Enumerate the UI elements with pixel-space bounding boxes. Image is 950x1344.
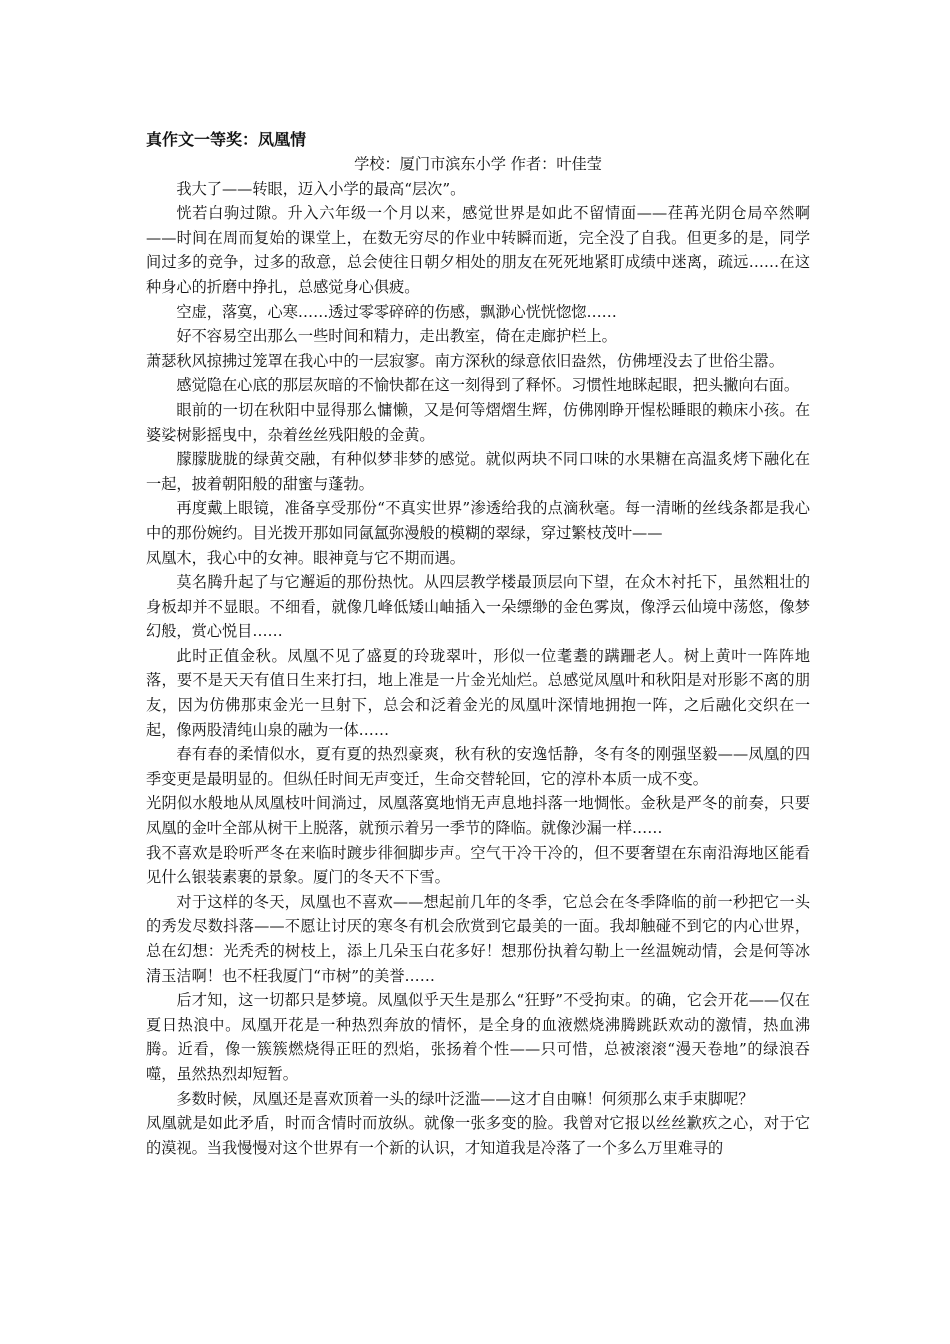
paragraph: 光阴似水般地从凤凰枝叶间淌过，凤凰落寞地悄无声息地抖落一地惆怅。金秋是严冬的前奏，只要凤凰的金叶全部从树干上脱落，就预示着另一季节的降临。就像沙漏一样…… (146, 794, 810, 838)
paragraph: 凤凰就是如此矛盾，时而含情时而放纵。就像一张多变的脸。我曾对它报以丝丝歉疚之心，对于它的漠视。当我慢慢对这个世界有一个新的认识，才知道我是冷落了一个多么万里难寻的 (146, 1114, 810, 1157)
essay-body (146, 128, 810, 1160)
paragraph: 春有春的柔情似水，夏有夏的热烈豪爽，秋有秋的安逸恬静，冬有冬的刚强坚毅——凤凰的四季变更是最明显的。但纵任时间无声变迁，生命交替轮回，它的淳朴本质一成不变。 (146, 745, 810, 788)
paragraph-list (146, 177, 810, 1161)
paragraph: 恍若白驹过隙。升入六年级一个月以来，感觉世界是如此不留情面——荏苒光阴仓局卒然啊——时间在周而复始的课堂上，在数无穷尽的作业中转瞬而逝，完全没了自我。但更多的是，同学间过多的竞争，过多的敌意，总会使往日朝夕相处的朋友在死死地紧盯成绩中迷离，疏远……在这种身心的折磨中挣扎，总感觉身心俱疲。 (146, 204, 810, 296)
essay-byline: 学校：厦门市滨东小学 作者：叶佳莹 (354, 155, 602, 173)
paragraph: 此时正值金秋。凤凰不见了盛夏的玲珑翠叶，形似一位耄耋的蹒跚老人。树上黄叶一阵阵地落，要不是天天有值日生来打扫，地上准是一片金光灿烂。总感觉凤凰叶和秋阳是对形影不离的朋友，因为仿佛那束金光一旦射下，总会和泛着金光的凤凰叶深情地拥抱一阵，之后融化交织在一起，像两股清纯山泉的融为一体…… (146, 646, 810, 739)
paragraph: 眼前的一切在秋阳中显得那么慵懒，又是何等熠熠生辉，仿佛刚睁开惺松睡眼的赖床小孩。在婆娑树影摇曳中，杂着丝丝残阳般的金黄。 (146, 400, 810, 444)
paragraph: 对于这样的冬天，凤凰也不喜欢——想起前几年的冬季，它总会在冬季降临的前一秒把它一头的秀发尽数抖落——不愿让讨厌的寒冬有机会欣赏到它最美的一面。我却触碰不到它的内心世界，总在幻想：光秃秃的树枝上，添上几朵玉白花多好！想那份执着勾勒上一丝温婉动情，会是何等冰清玉洁啊！也不枉我厦门“市树”的美誉…… (146, 892, 810, 985)
paragraph: 我不喜欢是聆听严冬在来临时踱步徘徊脚步声。空气干冷干冷的，但不要奢望在东南沿海地区能看见什么银装素裹的景象。厦门的冬天不下雪。 (146, 843, 810, 887)
paragraph: 多数时候，凤凰还是喜欢顶着一头的绿叶泛滥——这才自由嘛！何须那么束手束脚呢？ (176, 1089, 754, 1108)
paragraph: 再度戴上眼镜，准备享受那份“不真实世界”渗透给我的点滴秋毫。每一清晰的丝线条都是我心中的那份婉约。目光拨开那如同氤氲弥漫般的模糊的翠绿，穿过繁枝茂叶—— (146, 499, 810, 542)
paragraph: 好不容易空出那么一些时间和精力，走出教室，倚在走廊护栏上。 (176, 327, 617, 346)
paragraph: 萧瑟秋风掠拂过笼罩在我心中的一层寂寥。南方深秋的绿意依旧盎然，仿佛堙没去了世俗尘嚣。 (146, 351, 784, 370)
essay-title: 真作文一等奖：凤凰情 (146, 130, 307, 149)
paragraph: 我大了——转眼，迈入小学的最高“层次”。 (176, 179, 466, 198)
paragraph: 莫名腾升起了与它邂逅的那份热忱。从四层教学楼最顶层向下望，在众木衬托下，虽然粗壮的身板却并不显眼。不细看，就像几峰低矮山岫插入一朵缥缈的金色雾岚，像浮云仙境中荡悠，像梦幻般，赏心悦目…… (146, 573, 810, 641)
paragraph: 朦朦胧胧的绿黄交融，有种似梦非梦的感觉。就似两块不同口味的水果糖在高温炙烤下融化在一起，披着朝阳般的甜蜜与蓬勃。 (146, 450, 810, 493)
paragraph: 后才知，这一切都只是梦境。凤凰似乎天生是那么“狂野”不受拘束。的确，它会开花——仅在夏日热浪中。凤凰开花是一种热烈奔放的情怀，是全身的血液燃烧沸腾跳跃欢动的激情，热血沸腾。近看，像一簇簇燃烧得正旺的烈焰，张扬着个性——只可惜，总被滚滚“漫天卷地”的绿浪吞噬，虽然热烈却短暂。 (146, 991, 810, 1083)
paragraph: 凤凰木，我心中的女神。眼神竟与它不期而遇。 (146, 548, 465, 567)
paragraph: 空虚，落寞，心寒……透过零零碎碎的伤感，飘渺心恍恍惚惚…… (176, 302, 617, 321)
paragraph: 感觉隐在心底的那层灰暗的不愉快都在这一刻得到了释怀。习惯性地眯起眼，把头撇向右面。 (176, 376, 800, 395)
